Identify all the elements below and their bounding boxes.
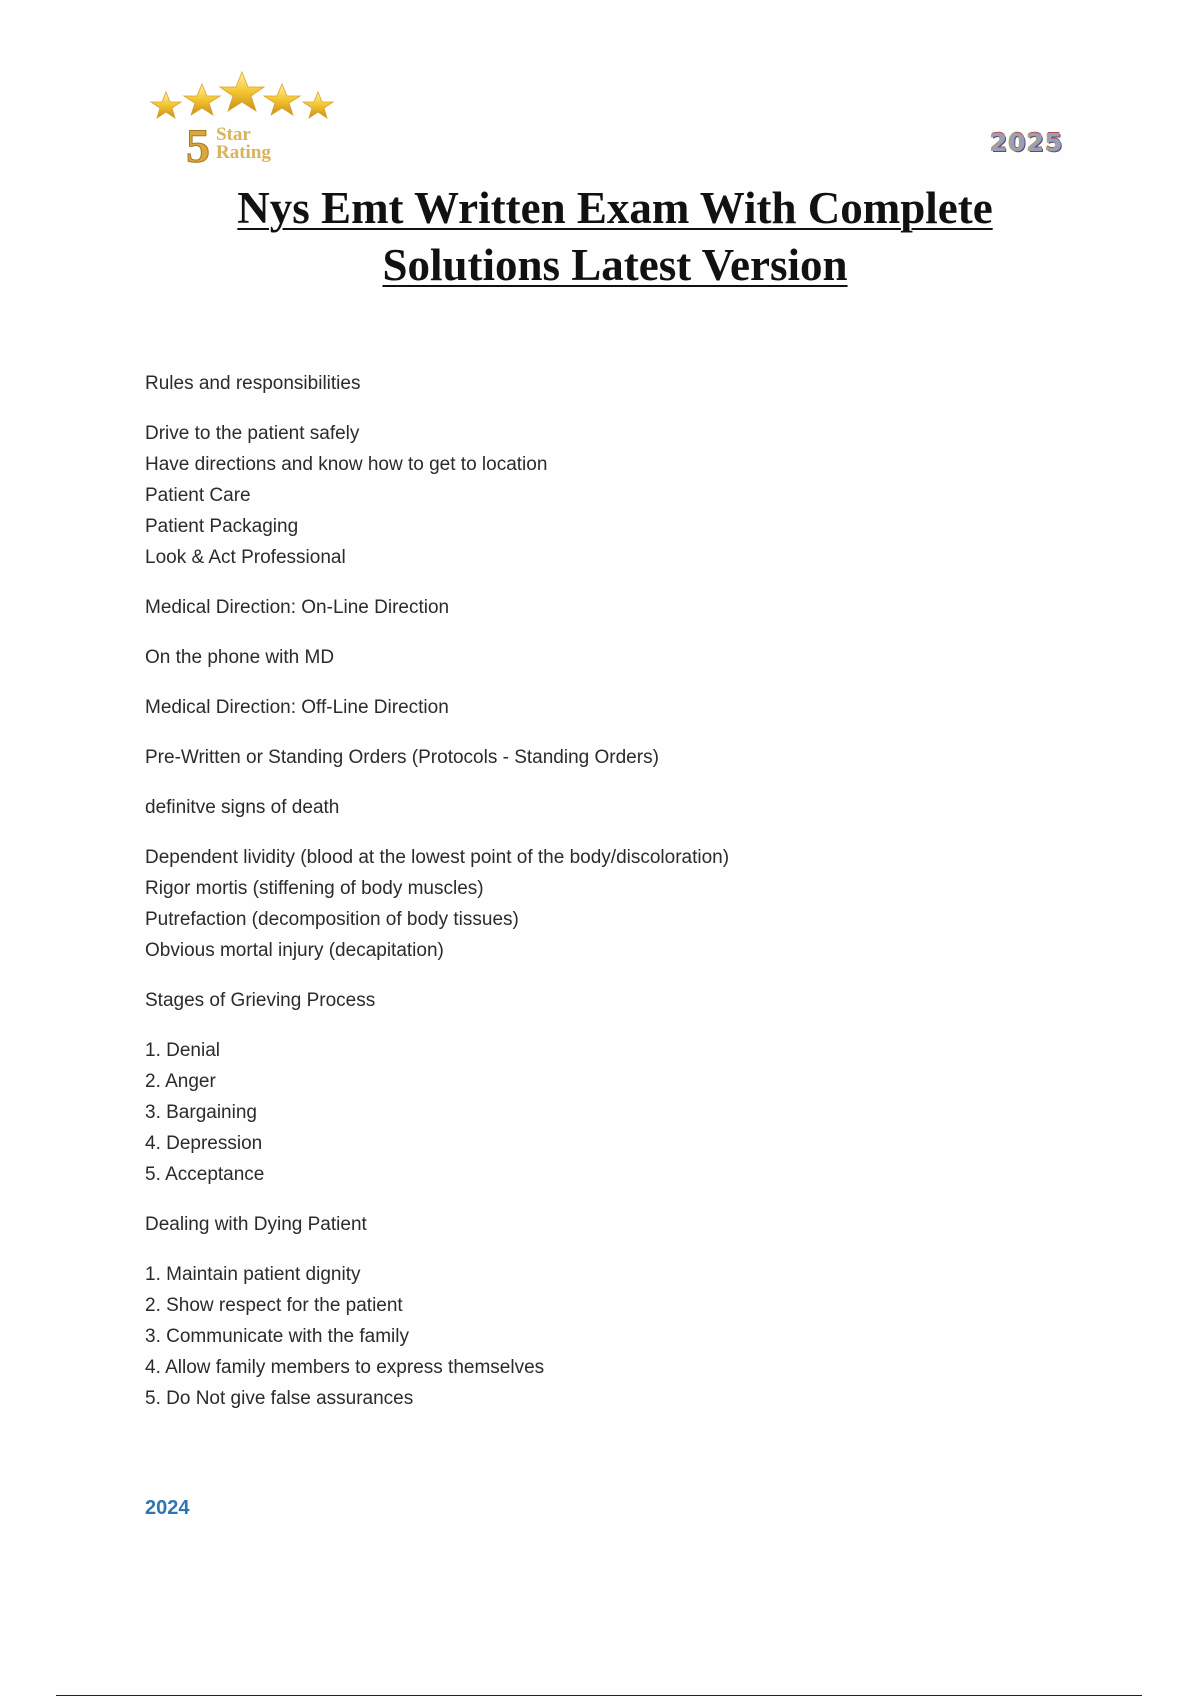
list-item: 1. Denial (145, 1040, 220, 1061)
question-online-direction: Medical Direction: On-Line Direction (145, 597, 450, 618)
title-line-2: Solutions Latest Version (382, 240, 848, 290)
list-item: Patient Care (145, 485, 251, 506)
list-item: 5. Do Not give false assurances (145, 1388, 414, 1409)
five-star-rating-logo (144, 70, 354, 170)
list-item: 4. Allow family members to express themselves (145, 1357, 545, 1378)
page-title (120, 180, 1110, 294)
answer-online-direction: On the phone with MD (145, 647, 335, 668)
list-item: Patient Packaging (145, 516, 299, 537)
list-item: 4. Depression (145, 1133, 263, 1154)
answer-offline-direction: Pre-Written or Standing Orders (Protocols - Standing Orders) (145, 747, 659, 768)
logo-numeral: 5 (186, 120, 210, 170)
list-item: Look & Act Professional (145, 547, 346, 568)
list-item: 3. Bargaining (145, 1102, 257, 1123)
answer-signs-of-death (145, 842, 1045, 966)
logo-text-rating: Rating (216, 142, 271, 163)
list-item: Obvious mortal injury (decapitation) (145, 940, 444, 961)
question-offline-direction: Medical Direction: Off-Line Direction (145, 697, 449, 718)
document-body (145, 368, 1045, 1433)
title-line-1: Nys Emt Written Exam With Complete (237, 183, 993, 233)
answer-grieving-stages (145, 1035, 1045, 1190)
list-item: 3. Communicate with the family (145, 1326, 409, 1347)
list-item: Dependent lividity (blood at the lowest point of the body/discoloration) (145, 847, 730, 868)
logo-text-star: Star (216, 124, 251, 145)
list-item: 2. Anger (145, 1071, 216, 1092)
list-item: Putrefaction (decomposition of body tissues) (145, 909, 519, 930)
list-item: Have directions and know how to get to location (145, 454, 548, 475)
footer-year: 2024 (145, 1497, 190, 1519)
list-item: Drive to the patient safely (145, 423, 360, 444)
list-item: Rigor mortis (stiffening of body muscles) (145, 878, 484, 899)
question-grieving-stages: Stages of Grieving Process (145, 990, 376, 1011)
year-badge: 2025 (990, 128, 1064, 157)
question-roles: Rules and responsibilities (145, 373, 361, 394)
question-signs-of-death: definitve signs of death (145, 797, 340, 818)
list-item: 5. Acceptance (145, 1164, 265, 1185)
question-dying-patient: Dealing with Dying Patient (145, 1214, 367, 1235)
list-item: 1. Maintain patient dignity (145, 1264, 361, 1285)
answer-roles (145, 418, 1045, 573)
page-bottom-divider (56, 1695, 1142, 1696)
list-item: 2. Show respect for the patient (145, 1295, 403, 1316)
answer-dying-patient (145, 1259, 1045, 1414)
